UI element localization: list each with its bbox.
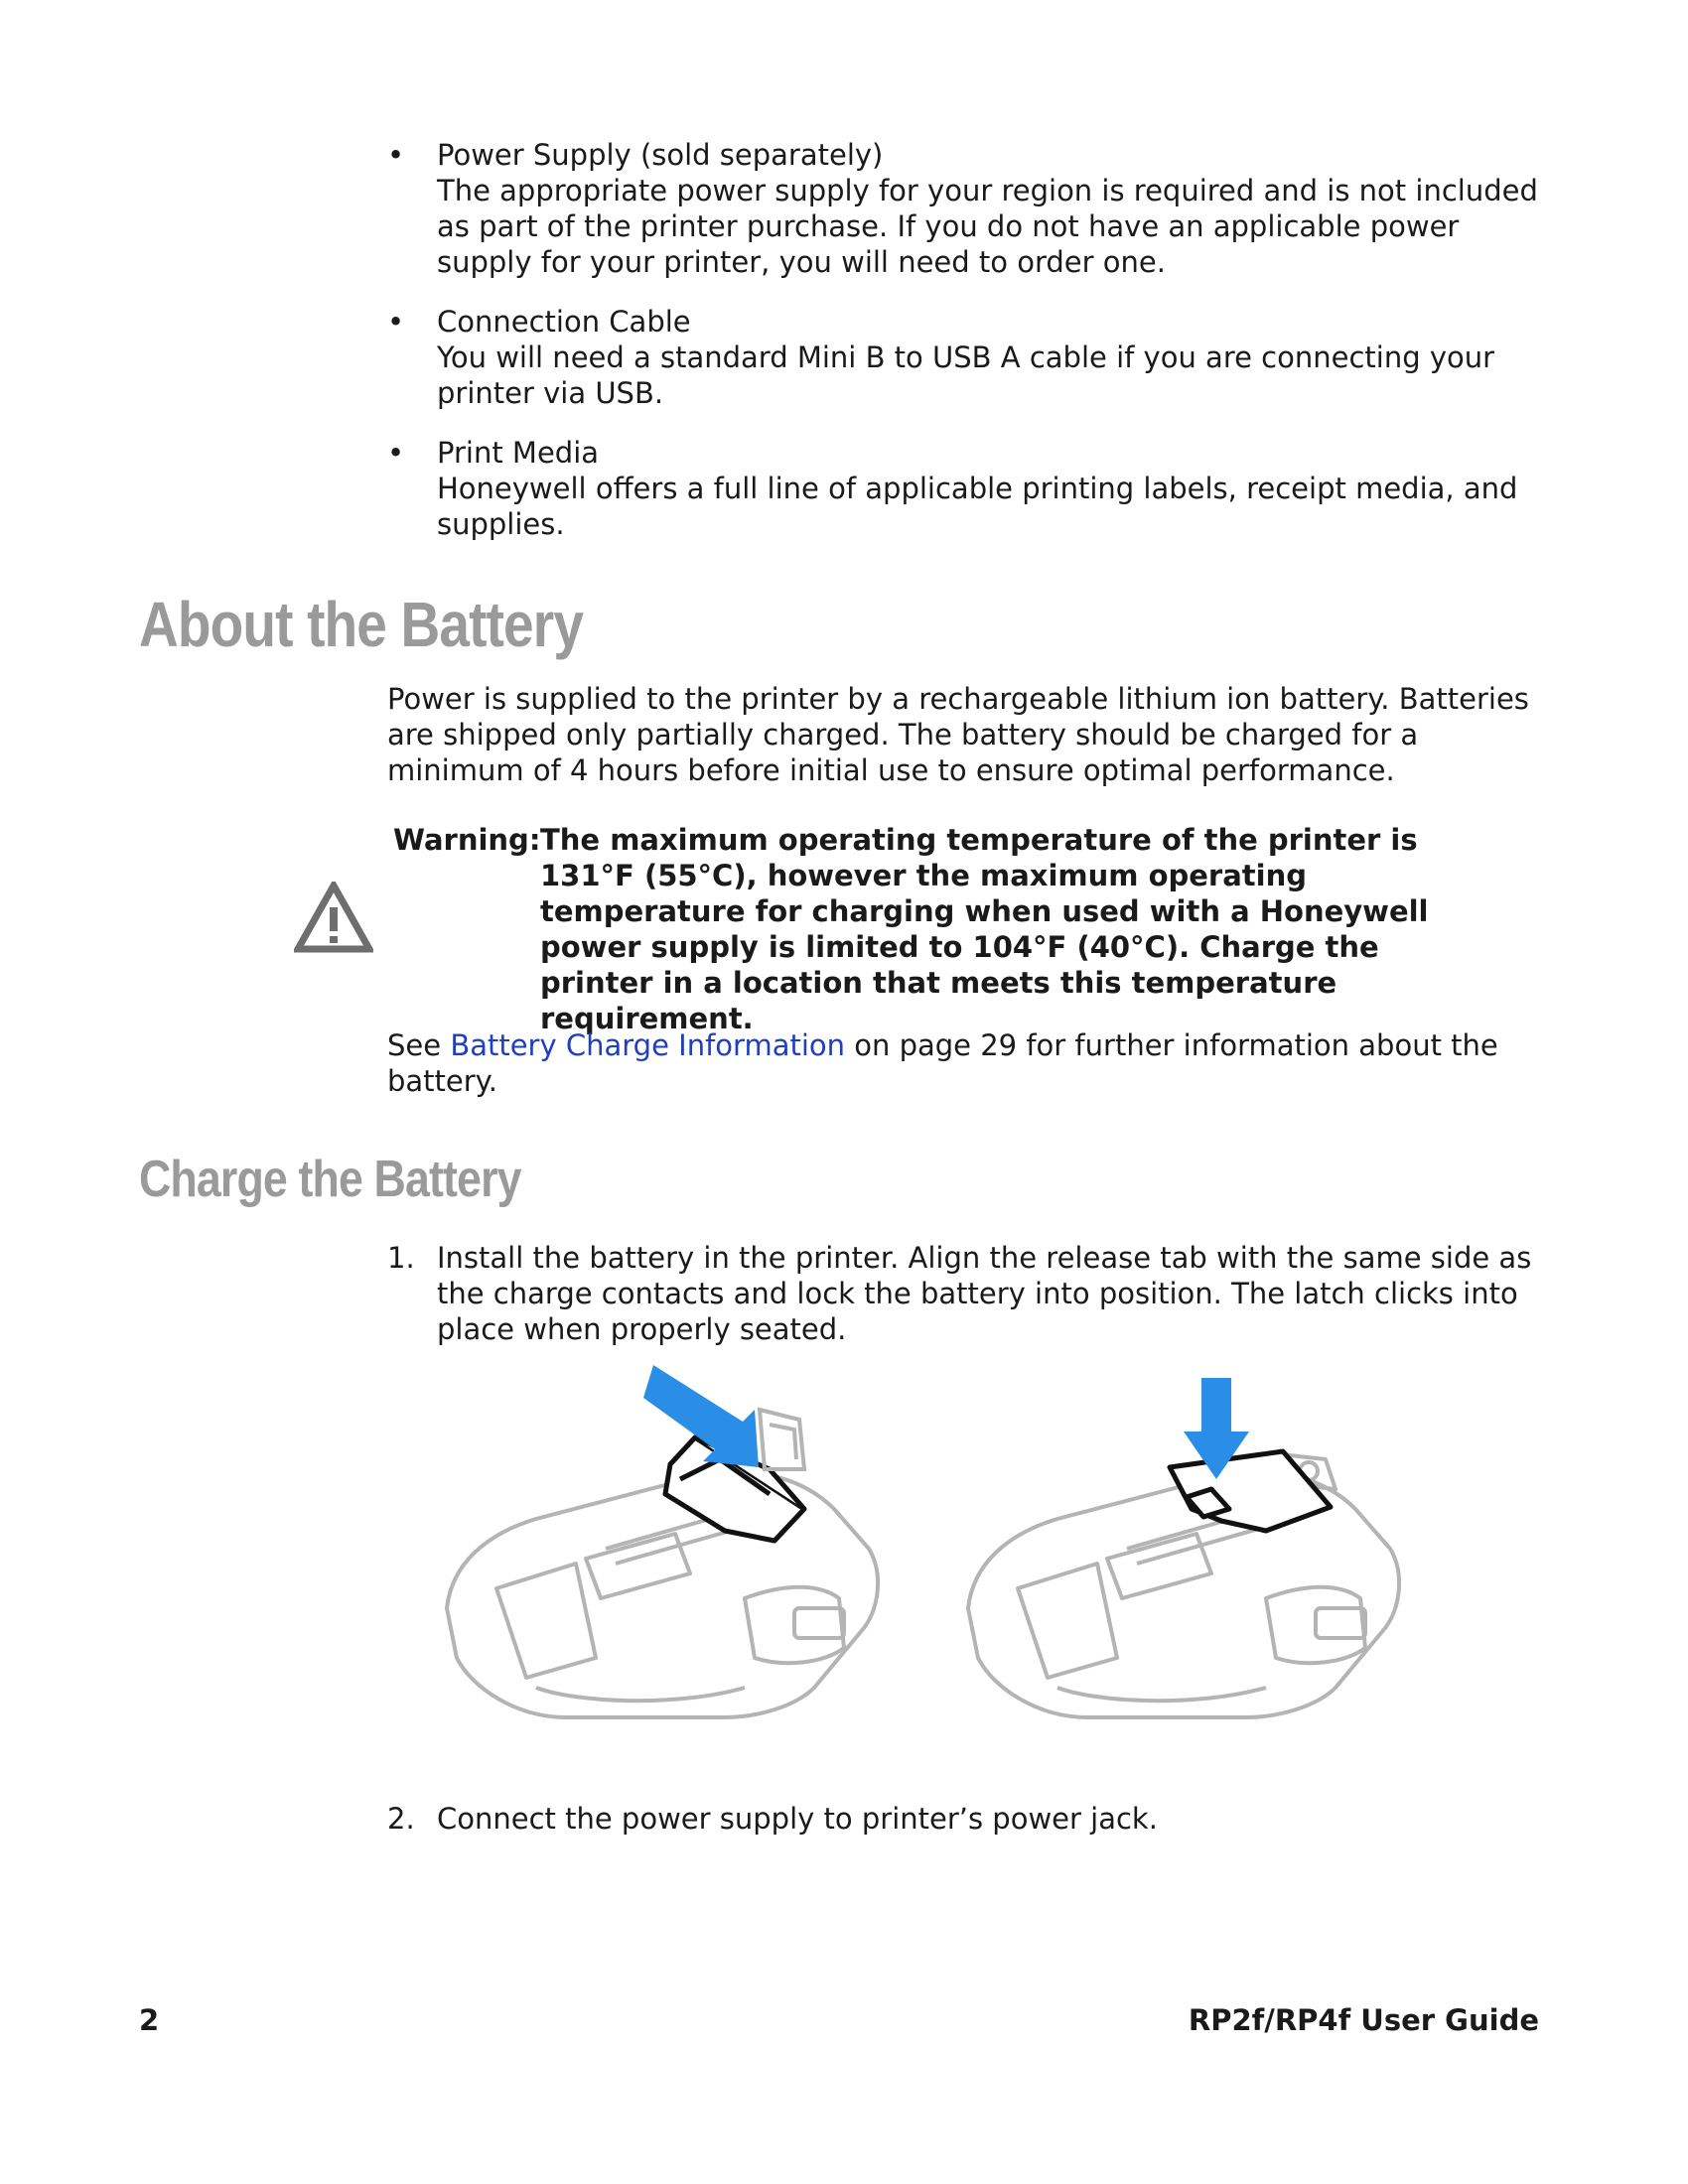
step-number: 1. [387,1241,415,1275]
warning-label: Warning: [393,823,541,857]
page-number: 2 [139,2003,160,2037]
step-text: Install the battery in the printer. Align the release tab with the same side as the charge contacts and lock the battery into position. The latch clicks into place when properly seated. [437,1241,1532,1346]
list-item [387,304,1559,411]
list-item [387,435,1559,542]
charge-battery-heading: Charge the Battery [139,1151,521,1208]
battery-intro-paragraph: Power is supplied to the printer by a rechargeable lithium ion battery. Batteries are shipped only partially charged. The battery should be charged for a minimum of 4 hours before initial use to ensure optimal performance. [387,682,1529,787]
printer-left-drawing [447,1472,878,1717]
bullet-icon: • [387,436,405,470]
see-suffix: on page 29 for further information about the battery. [387,1028,1498,1098]
step-number: 2. [387,1802,415,1836]
bullet-description: The appropriate power supply for your region is required and is not included as part of the printer purchase. If you do not have an applicable power supply for your printer, you will need to order one. [437,174,1538,279]
bullet-icon: • [387,138,405,172]
warning-triangle-icon [294,882,373,953]
warning-text: The maximum operating temperature of the printer is 131°F (55°C), however the maximum operating temperature for charging when used with a Honeywell power supply is limited to 104°F (40°C). Charge the printer in a location that meets this temperature requirement. [540,823,1429,1035]
step-item [387,1801,1559,1837]
requirements-list [387,137,1559,566]
see-prefix: See [387,1028,451,1062]
see-reference-paragraph [387,1027,1559,1099]
bullet-icon: • [387,305,405,339]
bullet-description: Honeywell offers a full line of applicable printing labels, receipt media, and supplies. [437,472,1518,541]
battery-charge-info-link[interactable]: Battery Charge Information [450,1028,846,1062]
list-item [387,137,1559,280]
footer-title: RP2f/RP4f User Guide [1188,2003,1539,2037]
about-battery-heading: About the Battery [139,589,584,660]
bullet-title: Power Supply (sold separately) [437,138,884,172]
warning-note [393,822,1466,1036]
latch-left-drawing [760,1410,804,1469]
bullet-description: You will need a standard Mini B to USB A cable if you are connecting your printer via USB. [437,341,1495,410]
step-text: Connect the power supply to printer’s power jack. [437,1802,1158,1836]
step-item [387,1240,1559,1347]
battery-install-illustration [427,1360,1420,1787]
bullet-title: Print Media [437,436,600,470]
bullet-title: Connection Cable [437,305,691,339]
